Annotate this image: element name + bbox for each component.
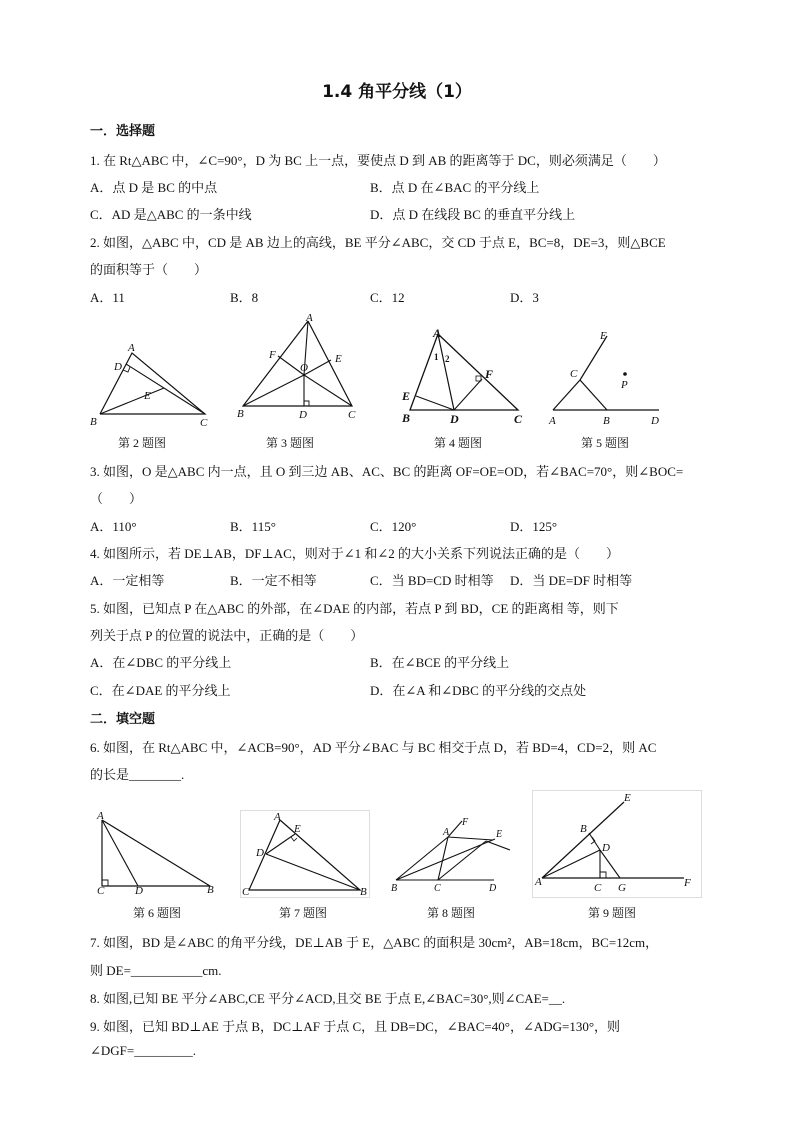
q1-option-c: C．AD 是△ABC 的一条中线	[90, 207, 252, 222]
svg-text:B: B	[237, 408, 244, 420]
svg-text:C: C	[434, 883, 441, 894]
figure-q2	[88, 338, 218, 430]
svg-text:A: A	[535, 876, 542, 888]
svg-text:C: C	[242, 886, 250, 898]
svg-text:B: B	[391, 883, 398, 894]
section-heading-choice: 一．选择题	[90, 124, 156, 139]
q3-option-a: A．110°	[90, 519, 137, 534]
question-7-stem-line2: 则 DE=___________cm.	[90, 963, 222, 978]
question-1-stem: 1. 在 Rt△ABC 中，∠C=90°，D 为 BC 上一点，要使点 D 到 AB 的距离等于 DC，则必须满足（ ）	[90, 153, 666, 168]
svg-text:D: D	[299, 409, 307, 421]
question-9-stem-line1: 9. 如图，已知 BD⊥AE 于点 B，DC⊥AF 于点 C，且 DB=DC，∠BAC=40°，∠ADG=130°，则	[90, 1019, 621, 1034]
q4-option-d: D．当 DE=DF 时相等	[510, 573, 633, 588]
svg-text:O: O	[300, 362, 308, 374]
svg-text:E: E	[402, 389, 411, 403]
figure-q5	[545, 326, 670, 428]
svg-text:C: C	[514, 412, 523, 426]
caption-figure-6: 第 6 题图	[133, 906, 182, 920]
q4-option-a: A．一定相等	[90, 573, 165, 588]
q3-option-b: B．115°	[230, 519, 276, 534]
q5-option-a: A．在∠DBC 的平分线上	[90, 655, 232, 670]
q5-option-b: B．在∠BCE 的平分线上	[370, 655, 510, 670]
svg-text:A: A	[443, 827, 450, 838]
figure-q6	[92, 810, 222, 895]
svg-text:2: 2	[445, 354, 450, 364]
question-5-stem-line2: 列关于点 P 的位置的说法中，正确的是（ ）	[90, 628, 364, 643]
svg-text:A: A	[549, 415, 556, 427]
svg-text:E: E	[335, 353, 342, 365]
question-2-stem-line1: 2. 如图，△ABC 中，CD 是 AB 边上的高线，BE 平分∠ABC，交 CD 于点 E，BC=8，DE=3，则△BCE	[90, 235, 666, 250]
figure-q7	[240, 810, 368, 896]
question-6-stem-line1: 6. 如图，在 Rt△ABC 中，∠ACB=90°，AD 平分∠BAC 与 BC 相交于点 D，若 BD=4，CD=2，则 AC	[90, 740, 657, 755]
svg-text:C: C	[348, 409, 356, 421]
svg-text:E: E	[600, 330, 607, 342]
q5-option-c: C．在∠DAE 的平分线上	[90, 683, 231, 698]
svg-text:B: B	[603, 415, 610, 427]
question-8-stem: 8. 如图,已知 BE 平分∠ABC,CE 平分∠ACD,且交 BE 于点 E,∠BAC=30°,则∠CAE=__.	[90, 991, 566, 1006]
svg-text:B: B	[402, 411, 411, 425]
caption-figure-7: 第 7 题图	[279, 906, 328, 920]
svg-text:B: B	[207, 884, 214, 896]
q3-option-d: D．125°	[510, 519, 558, 534]
question-7-stem-line1: 7. 如图，BD 是∠ABC 的角平分线，DE⊥AB 于 E，△ABC 的面积是 30cm²，AB=18cm，BC=12cm，	[90, 935, 659, 950]
svg-text:F: F	[684, 877, 691, 889]
svg-text:A: A	[306, 312, 313, 324]
caption-figure-8: 第 8 题图	[427, 906, 476, 920]
svg-text:C: C	[200, 417, 208, 429]
q2-option-c: C．12	[370, 290, 405, 305]
svg-text:D: D	[256, 847, 264, 859]
question-6-stem-line2: 的长是________.	[90, 767, 185, 782]
q1-option-a: A．点 D 是 BC 的中点	[90, 180, 218, 195]
figure-q3	[234, 313, 364, 428]
q1-option-d: D．点 D 在线段 BC 的垂直平分线上	[370, 207, 576, 222]
caption-figure-9: 第 9 题图	[588, 906, 637, 920]
svg-text:F: F	[269, 349, 276, 361]
svg-text:G: G	[618, 882, 626, 894]
q2-option-b: B．8	[230, 290, 259, 305]
svg-text:D: D	[489, 883, 497, 894]
question-3-stem-line1: 3. 如图，O 是△ABC 内一点，且 O 到三边 AB、AC、BC 的距离 OF=OE=OD，若∠BAC=70°，则∠BOC=	[90, 464, 684, 479]
caption-figure-2: 第 2 题图	[118, 436, 167, 450]
question-3-stem-line2: （ ）	[90, 491, 143, 506]
question-9-stem-line2: ∠DGF=_________.	[90, 1043, 196, 1058]
caption-figure-3: 第 3 题图	[266, 436, 315, 450]
figure-q4	[396, 322, 526, 427]
q5-option-d: D．在∠A 和∠DBC 的平分线的交点处	[370, 683, 587, 698]
q1-option-b: B．点 D 在∠BAC 的平分线上	[370, 180, 540, 195]
q2-option-a: A．11	[90, 290, 125, 305]
svg-text:B: B	[360, 886, 367, 898]
svg-text:D: D	[135, 885, 143, 897]
svg-text:E: E	[294, 823, 301, 835]
svg-text:C: C	[594, 882, 602, 894]
svg-text:E: E	[624, 792, 631, 804]
question-2-stem-line2: 的面积等于（ ）	[90, 262, 208, 277]
q2-option-d: D．3	[510, 290, 539, 305]
svg-text:D: D	[114, 361, 122, 373]
caption-figure-4: 第 4 题图	[434, 436, 483, 450]
svg-text:E: E	[496, 829, 503, 840]
svg-text:A: A	[274, 811, 281, 823]
svg-text:D: D	[450, 412, 459, 426]
svg-text:D: D	[602, 842, 610, 854]
svg-text:C: C	[97, 885, 105, 897]
figure-q9	[532, 790, 700, 896]
question-5-stem-line1: 5. 如图，已知点 P 在△ABC 的外部，在∠DAE 的内部，若点 P 到 BD，CE 的距离相 等，则下	[90, 601, 619, 616]
svg-text:B: B	[90, 416, 97, 428]
svg-text:1: 1	[434, 352, 439, 362]
figure-q8	[390, 815, 520, 895]
q4-option-c: C．当 BD=CD 时相等	[370, 573, 494, 588]
svg-text:A: A	[97, 810, 104, 822]
q3-option-c: C．120°	[370, 519, 417, 534]
svg-text:E: E	[144, 390, 151, 402]
svg-text:C: C	[570, 368, 578, 380]
section-heading-fill: 二．填空题	[90, 712, 156, 727]
svg-text:F: F	[485, 367, 494, 381]
svg-text:F: F	[462, 817, 469, 828]
svg-text:A: A	[433, 326, 442, 340]
svg-text:A: A	[128, 342, 135, 354]
svg-text:D: D	[651, 415, 659, 427]
svg-text:P: P	[621, 379, 628, 391]
caption-figure-5: 第 5 题图	[581, 436, 630, 450]
page-title: 1.4 角平分线（1）	[322, 82, 472, 102]
svg-text:B: B	[580, 823, 587, 835]
question-4-stem: 4. 如图所示，若 DE⊥AB，DF⊥AC，则对于∠1 和∠2 的大小关系下列说法正确的是（ ）	[90, 546, 620, 561]
q4-option-b: B．一定不相等	[230, 573, 317, 588]
